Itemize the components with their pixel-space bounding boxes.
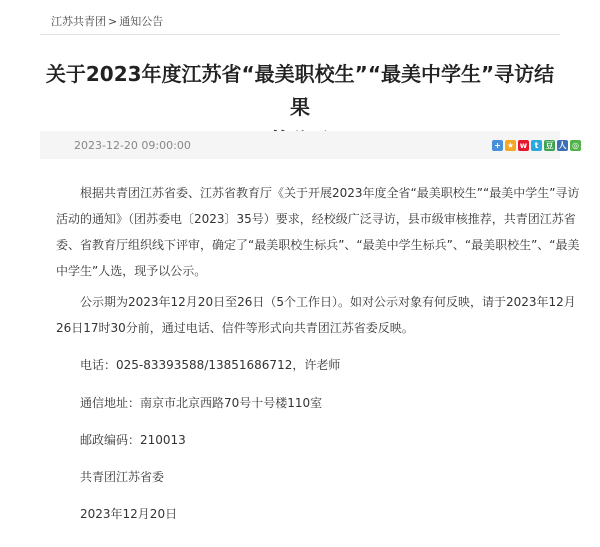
paragraph-intro: 根据共青团江苏省委、江苏省教育厅《关于开展2023年度全省“最美职校生”“最美中学生”寻访活动的通知》（团苏委电〔2023〕35号）要求，经校级广泛寻访，县市级审核推荐，共青团江苏省委、省教育厅组织线下评审，确定了“最美职校生标兵”、“最美中学生标兵”、“最美职校生”、“最美中学生”人选，现予以公示。 (56, 186, 580, 278)
paragraph-period: 公示期为2023年12月20日至26日（5个工作日）。如对公示对象有何反映，请于2023年12月26日17时30分前，通过电话、信件等形式向共青团江苏省委反映。 (56, 295, 576, 335)
tencent-weibo-icon[interactable]: t (531, 140, 542, 151)
breadcrumb-home-link[interactable]: 江苏共青团 (51, 15, 106, 28)
header-divider (40, 34, 560, 35)
signature-date: 2023年12月20日 (80, 507, 178, 521)
contact-phone: 电话：025-83393588/13851686712，许老师 (80, 358, 341, 372)
share-toolbar (492, 140, 581, 151)
publish-date: 2023-12-20 09:00:00 (74, 139, 191, 152)
breadcrumb (51, 13, 163, 29)
contact-postcode: 邮政编码：210013 (80, 433, 186, 447)
renren-icon[interactable]: 人 (558, 141, 567, 150)
douban-icon[interactable]: 豆 (545, 141, 554, 150)
contact-address: 通信地址：南京市北京西路70号十号楼110室 (80, 396, 323, 410)
qzone-icon[interactable]: ★ (506, 141, 515, 150)
wechat-icon[interactable]: ◎ (570, 140, 581, 151)
plus-share-icon[interactable]: + (492, 140, 503, 151)
signature-org: 共青团江苏省委 (80, 470, 165, 484)
breadcrumb-separator: > (108, 15, 118, 28)
weibo-icon[interactable]: w (519, 141, 528, 150)
breadcrumb-section-link[interactable]: 通知公告 (119, 15, 164, 28)
page-title-line1: 关于2023年度江苏省“最美职校生”“最美中学生”寻访结果 (45, 62, 555, 119)
